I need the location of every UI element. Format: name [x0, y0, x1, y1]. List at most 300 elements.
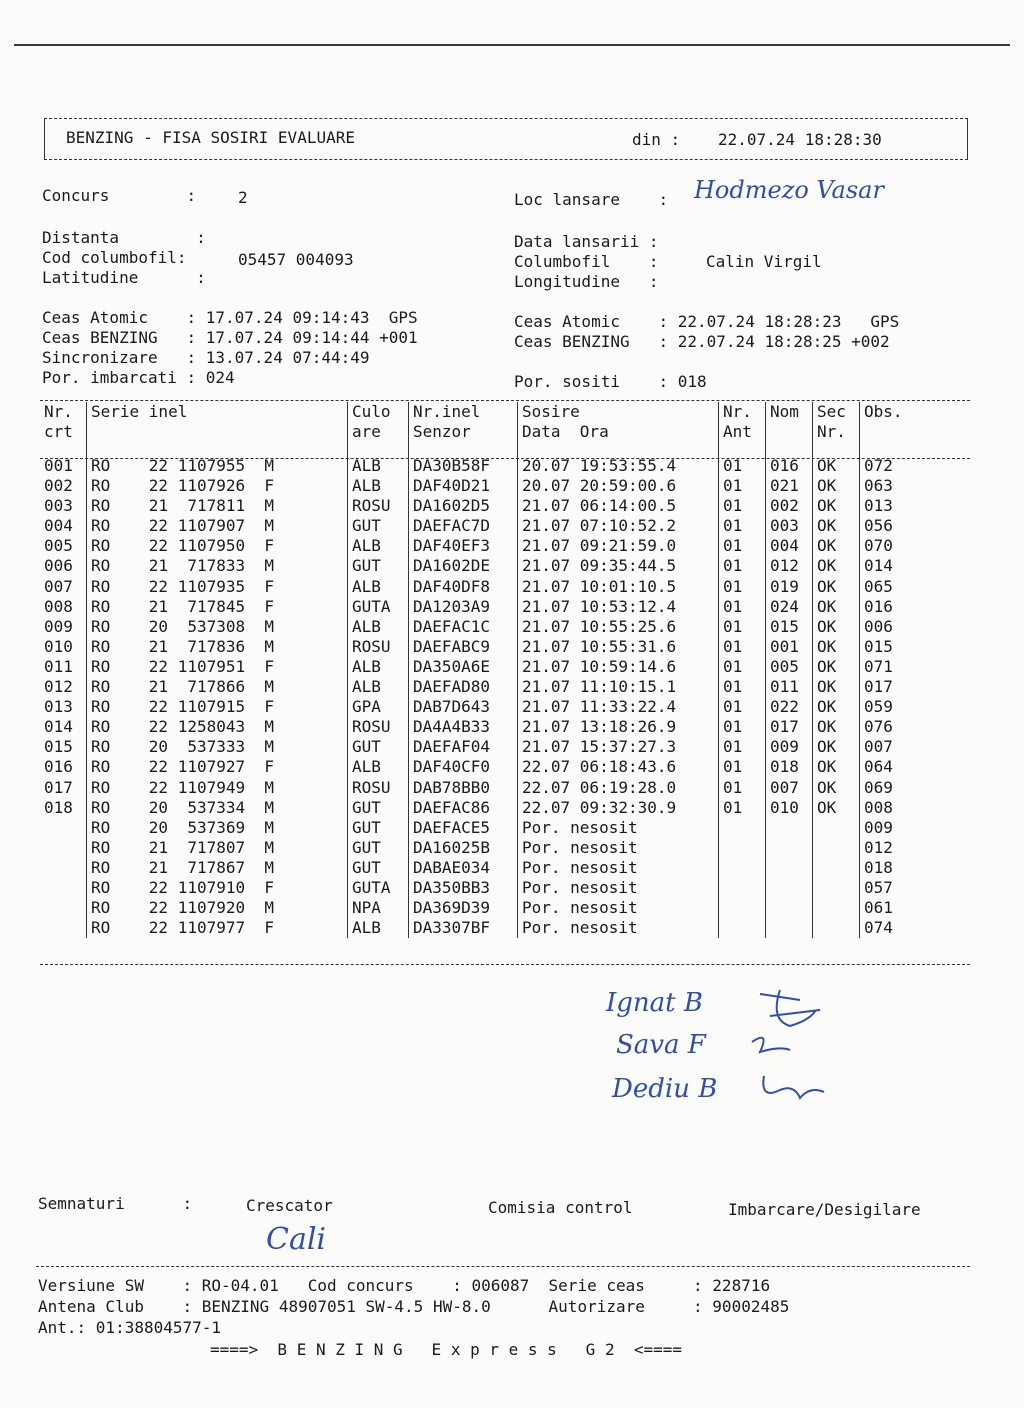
- cell-inel: DAEFAC7D: [409, 516, 518, 536]
- col-sosire-sub: Data Ora: [518, 422, 719, 442]
- table-row: [40, 798, 948, 818]
- cell-sos: 21.07 06:14:00.5: [518, 496, 719, 516]
- cell-nr: [40, 838, 87, 858]
- cell-cul: ALB: [348, 476, 409, 496]
- cell-cul: ROSU: [348, 496, 409, 516]
- cell-nom: [766, 858, 813, 878]
- cell-sec: OK: [813, 597, 860, 617]
- loc-lansare-label: Loc lansare :: [514, 190, 669, 209]
- col-culoare-sub: are: [348, 422, 409, 442]
- cell-nom: 018: [766, 757, 813, 777]
- cell-nom: 024: [766, 597, 813, 617]
- cell-obs: 015: [860, 637, 949, 657]
- cell-nom: 007: [766, 778, 813, 798]
- cell-obs: 012: [860, 838, 949, 858]
- cell-inel: DAEFAF04: [409, 737, 518, 757]
- table-row: [40, 597, 948, 617]
- cell-sos: 21.07 10:01:10.5: [518, 577, 719, 597]
- cell-nom: [766, 918, 813, 938]
- sincronizare: Sincronizare : 13.07.24 07:44:49: [42, 348, 370, 367]
- cell-nr: 012: [44, 677, 73, 697]
- cell-cul: GUTA: [348, 878, 409, 898]
- cell-sec: OK: [813, 496, 860, 516]
- cell-nr: 018: [44, 797, 73, 817]
- cell-inel: DA3307BF: [409, 918, 518, 938]
- cell-ant: [719, 898, 766, 918]
- cell-serie: RO 22 1107926 F: [87, 476, 348, 496]
- table-row: [40, 496, 948, 516]
- cell-cul: GPA: [348, 697, 409, 717]
- cell-serie: RO 21 717845 F: [87, 597, 348, 617]
- cell-sec: [813, 858, 860, 878]
- col-nr: Nr.: [44, 402, 73, 421]
- cell-sec: [813, 838, 860, 858]
- col-serie: Serie inel: [87, 402, 348, 422]
- cell-cul: ROSU: [348, 717, 409, 737]
- cell-obs: 018: [860, 858, 949, 878]
- cell-sec: OK: [813, 637, 860, 657]
- cell-sec: [813, 898, 860, 918]
- cell-ant: [719, 858, 766, 878]
- cell-sec: [813, 918, 860, 938]
- col-obs: Obs.: [860, 402, 949, 422]
- cell-nom: 019: [766, 577, 813, 597]
- table-row: [40, 717, 948, 737]
- crescator-signature: Cali: [266, 1222, 327, 1257]
- cell-nom: 017: [766, 717, 813, 737]
- table-row: [40, 516, 948, 536]
- cell-sos: 21.07 15:37:27.3: [518, 737, 719, 757]
- cell-sec: OK: [813, 617, 860, 637]
- columbofil-value: Calin Virgil: [706, 252, 822, 271]
- cell-cul: GUT: [348, 838, 409, 858]
- cell-inel: DAF40DF8: [409, 577, 518, 597]
- cell-sos: 21.07 10:55:25.6: [518, 617, 719, 637]
- cell-ant: [719, 878, 766, 898]
- cell-inel: DA350BB3: [409, 878, 518, 898]
- table-row: [40, 556, 948, 576]
- cell-inel: DAEFAC1C: [409, 617, 518, 637]
- cell-sos: 21.07 09:21:59.0: [518, 536, 719, 556]
- cell-cul: ROSU: [348, 637, 409, 657]
- cell-sos: 21.07 10:59:14.6: [518, 657, 719, 677]
- cell-nr: 011: [44, 656, 73, 676]
- cell-obs: 064: [860, 757, 949, 777]
- cell-sos: Por. nesosit: [518, 918, 719, 938]
- columbofil-label: Columbofil :: [514, 252, 659, 271]
- table-row: [40, 838, 948, 858]
- cell-nr: 013: [44, 697, 73, 717]
- cell-sec: [813, 878, 860, 898]
- cell-serie: RO 20 537308 M: [87, 617, 348, 637]
- col-sosire: Sosire: [518, 402, 719, 422]
- cell-sec: OK: [813, 737, 860, 757]
- cell-inel: DAF40D21: [409, 476, 518, 496]
- cell-nom: 022: [766, 697, 813, 717]
- table-row: [40, 818, 948, 838]
- cell-nom: [766, 878, 813, 898]
- cell-nom: 011: [766, 677, 813, 697]
- cell-inel: DA30B58F: [409, 456, 518, 476]
- cell-serie: RO 21 717833 M: [87, 556, 348, 576]
- cell-ant: 01: [719, 516, 766, 536]
- cell-sos: 21.07 09:35:44.5: [518, 556, 719, 576]
- cell-nr: 006: [44, 556, 73, 576]
- cell-serie: RO 22 1107907 M: [87, 516, 348, 536]
- cell-inel: DAB7D643: [409, 697, 518, 717]
- cell-nom: 016: [766, 456, 813, 476]
- cell-nom: 002: [766, 496, 813, 516]
- cell-ant: 01: [719, 778, 766, 798]
- cod-columbofil-value: 05457 004093: [238, 250, 354, 269]
- ceas-benzing-end: Ceas BENZING : 22.07.24 18:28:25 +002: [514, 332, 890, 351]
- cell-nr: [40, 898, 87, 918]
- handwritten-note-2: Sava F: [616, 1030, 706, 1060]
- cell-serie: RO 21 717807 M: [87, 838, 348, 858]
- cell-obs: 009: [860, 818, 949, 838]
- handwritten-note-3: Dediu B: [612, 1074, 718, 1104]
- cell-nom: 003: [766, 516, 813, 536]
- cell-cul: ALB: [348, 677, 409, 697]
- concurs-label: Concurs :: [42, 186, 197, 205]
- table-row: [40, 898, 948, 918]
- cell-ant: 01: [719, 657, 766, 677]
- cell-nom: 005: [766, 657, 813, 677]
- cell-obs: 069: [860, 778, 949, 798]
- cell-sos: 21.07 10:53:12.4: [518, 597, 719, 617]
- cell-nr: [40, 878, 87, 898]
- cell-sos: 20.07 19:53:55.4: [518, 456, 719, 476]
- table-row: [40, 737, 948, 757]
- cell-cul: NPA: [348, 898, 409, 918]
- cell-serie: RO 22 1107915 F: [87, 697, 348, 717]
- cell-nr: [40, 858, 87, 878]
- cell-obs: 074: [860, 918, 949, 938]
- cell-serie: RO 22 1107955 M: [87, 456, 348, 476]
- cell-serie: RO 21 717811 M: [87, 496, 348, 516]
- cell-serie: RO 22 1107927 F: [87, 757, 348, 777]
- col-nom: Nom: [766, 402, 813, 422]
- cell-obs: 061: [860, 898, 949, 918]
- cell-sos: Por. nesosit: [518, 818, 719, 838]
- cell-nom: [766, 818, 813, 838]
- cell-sec: OK: [813, 657, 860, 677]
- cell-sec: OK: [813, 697, 860, 717]
- table-row: [40, 577, 948, 597]
- table-row: [40, 476, 948, 496]
- cell-obs: 070: [860, 536, 949, 556]
- cell-sec: OK: [813, 476, 860, 496]
- cell-nr: 008: [44, 596, 73, 616]
- col-sec-sub: Nr.: [813, 422, 860, 442]
- handwritten-note-1: Ignat B: [606, 988, 703, 1018]
- cell-cul: ROSU: [348, 778, 409, 798]
- cod-columbofil-label: Cod columbofil:: [42, 248, 187, 267]
- cell-serie: RO 21 717866 M: [87, 677, 348, 697]
- table-row: [40, 637, 948, 657]
- cell-nom: 012: [766, 556, 813, 576]
- cell-nr: [40, 918, 87, 938]
- col-obs-sub: [860, 422, 949, 442]
- cell-inel: DAF40CF0: [409, 757, 518, 777]
- cell-sec: OK: [813, 516, 860, 536]
- cell-cul: ALB: [348, 577, 409, 597]
- cell-nom: [766, 898, 813, 918]
- cell-ant: [719, 838, 766, 858]
- col-serie-sub: [87, 422, 348, 442]
- distanta-label: Distanta :: [42, 228, 206, 247]
- footer-rule: [36, 1266, 970, 1267]
- cell-obs: 072: [860, 456, 949, 476]
- cell-obs: 013: [860, 496, 949, 516]
- cell-sos: 21.07 10:55:31.6: [518, 637, 719, 657]
- cell-serie: RO 22 1107920 M: [87, 898, 348, 918]
- cell-ant: 01: [719, 476, 766, 496]
- table-bottom-rule: [40, 964, 970, 965]
- table-row: [40, 858, 948, 878]
- cell-sec: [813, 818, 860, 838]
- por-sositi: Por. sositi : 018: [514, 372, 707, 391]
- footer-antena: Antena Club : BENZING 48907051 SW-4.5 HW-8.0 Autorizare : 90002485: [38, 1297, 790, 1316]
- cell-inel: DAEFACE5: [409, 818, 518, 838]
- cell-nr: 004: [44, 516, 73, 536]
- cell-nom: 004: [766, 536, 813, 556]
- cell-serie: RO 22 1107977 F: [87, 918, 348, 938]
- table-header-row-2: [40, 422, 948, 442]
- cell-inel: DA16025B: [409, 838, 518, 858]
- cell-sos: 22.07 09:32:30.9: [518, 798, 719, 818]
- cell-nom: 010: [766, 798, 813, 818]
- cell-obs: 071: [860, 657, 949, 677]
- din-value: 22.07.24 18:28:30: [718, 130, 882, 149]
- cell-serie: RO 21 717836 M: [87, 637, 348, 657]
- cell-nr: 003: [44, 496, 73, 516]
- cell-sos: Por. nesosit: [518, 838, 719, 858]
- table-header-row-1: [40, 402, 948, 422]
- cell-obs: 065: [860, 577, 949, 597]
- ceas-atomic-end: Ceas Atomic : 22.07.24 18:28:23 GPS: [514, 312, 900, 331]
- cell-inel: DAEFAC86: [409, 798, 518, 818]
- cell-obs: 059: [860, 697, 949, 717]
- cell-cul: ALB: [348, 657, 409, 677]
- cell-cul: ALB: [348, 536, 409, 556]
- table-row: [40, 617, 948, 637]
- cell-serie: RO 22 1258043 M: [87, 717, 348, 737]
- cell-cul: GUT: [348, 737, 409, 757]
- cell-sec: OK: [813, 778, 860, 798]
- table-row: [40, 778, 948, 798]
- cell-inel: DAF40EF3: [409, 536, 518, 556]
- cell-serie: RO 20 537334 M: [87, 798, 348, 818]
- cell-nr: 005: [44, 536, 73, 556]
- cell-sec: OK: [813, 456, 860, 476]
- ceas-benzing-start: Ceas BENZING : 17.07.24 09:14:44 +001: [42, 328, 418, 347]
- cell-inel: DA4A4B33: [409, 717, 518, 737]
- cell-sos: Por. nesosit: [518, 898, 719, 918]
- cell-serie: RO 22 1107949 M: [87, 778, 348, 798]
- cell-ant: 01: [719, 677, 766, 697]
- cell-cul: ALB: [348, 918, 409, 938]
- cell-nom: [766, 838, 813, 858]
- cell-cul: ALB: [348, 617, 409, 637]
- table-row: [40, 536, 948, 556]
- cell-ant: 01: [719, 496, 766, 516]
- latitudine-label: Latitudine :: [42, 268, 206, 287]
- cell-nr: 014: [44, 717, 73, 737]
- por-imbarcati: Por. imbarcati : 024: [42, 368, 235, 387]
- cell-serie: RO 22 1107950 F: [87, 536, 348, 556]
- cell-cul: GUT: [348, 858, 409, 878]
- cell-sec: OK: [813, 536, 860, 556]
- cell-nr: 016: [44, 757, 73, 777]
- cell-ant: 01: [719, 798, 766, 818]
- cell-inel: DA369D39: [409, 898, 518, 918]
- cell-inel: DAB78BB0: [409, 778, 518, 798]
- cell-serie: RO 21 717867 M: [87, 858, 348, 878]
- cell-ant: [719, 818, 766, 838]
- cell-obs: 063: [860, 476, 949, 496]
- cell-inel: DAEFAD80: [409, 677, 518, 697]
- cell-nr: 001: [44, 456, 73, 475]
- cell-nr: 007: [44, 576, 73, 596]
- cell-sos: 21.07 11:33:22.4: [518, 697, 719, 717]
- cell-ant: [719, 918, 766, 938]
- col-inel: Nr.inel: [409, 402, 518, 422]
- cell-serie: RO 22 1107910 F: [87, 878, 348, 898]
- col-ant: Nr.: [719, 402, 766, 422]
- cell-sos: 22.07 06:19:28.0: [518, 778, 719, 798]
- cell-sos: Por. nesosit: [518, 858, 719, 878]
- table-row: [40, 677, 948, 697]
- footer-versiune: Versiune SW : RO-04.01 Cod concurs : 006087 Serie ceas : 228716: [38, 1276, 771, 1295]
- table-row: [40, 697, 948, 717]
- cell-obs: 007: [860, 737, 949, 757]
- cell-nr: 015: [44, 737, 73, 757]
- cell-obs: 017: [860, 677, 949, 697]
- cell-ant: 01: [719, 556, 766, 576]
- table-row: [40, 657, 948, 677]
- cell-ant: 01: [719, 757, 766, 777]
- longitudine-label: Longitudine :: [514, 272, 659, 291]
- cell-sos: Por. nesosit: [518, 878, 719, 898]
- cell-sos: 21.07 13:18:26.9: [518, 717, 719, 737]
- cell-obs: 016: [860, 597, 949, 617]
- cell-obs: 076: [860, 717, 949, 737]
- cell-cul: ALB: [348, 456, 409, 476]
- cell-ant: 01: [719, 737, 766, 757]
- cell-sec: OK: [813, 798, 860, 818]
- cell-sos: 22.07 06:18:43.6: [518, 757, 719, 777]
- cell-nom: 021: [766, 476, 813, 496]
- semnaturi-label: Semnaturi :: [38, 1194, 193, 1213]
- table-row: [40, 456, 948, 476]
- cell-nr: 009: [44, 616, 73, 636]
- cell-inel: DA1602DE: [409, 556, 518, 576]
- cell-cul: GUT: [348, 516, 409, 536]
- loc-lansare-handwritten: Hodmezo Vasar: [694, 176, 884, 204]
- cell-cul: GUTA: [348, 597, 409, 617]
- col-ant-sub: Ant: [719, 422, 766, 442]
- cell-sos: 21.07 11:10:15.1: [518, 677, 719, 697]
- din-label: din :: [632, 130, 681, 149]
- footer-express: ====> B E N Z I N G E x p r e s s G 2 <====: [210, 1340, 683, 1359]
- cell-obs: 056: [860, 516, 949, 536]
- cell-ant: 01: [719, 577, 766, 597]
- cell-inel: DA350A6E: [409, 657, 518, 677]
- cell-cul: GUT: [348, 798, 409, 818]
- cell-nom: 015: [766, 617, 813, 637]
- cell-cul: ALB: [348, 757, 409, 777]
- cell-obs: 014: [860, 556, 949, 576]
- cell-inel: DA1203A9: [409, 597, 518, 617]
- cell-ant: 01: [719, 717, 766, 737]
- cell-sec: OK: [813, 757, 860, 777]
- cell-nr: 017: [44, 777, 73, 797]
- footer-ant: Ant.: 01:38804577-1: [38, 1318, 222, 1337]
- concurs-value: 2: [238, 188, 248, 207]
- cell-inel: DABAE034: [409, 858, 518, 878]
- arrivals-table: [40, 402, 948, 938]
- top-rule: [14, 44, 1010, 46]
- col-nr-sub: crt: [44, 422, 73, 441]
- cell-ant: 01: [719, 637, 766, 657]
- cell-serie: RO 22 1107951 F: [87, 657, 348, 677]
- cell-nr: [40, 818, 87, 838]
- table-row: [40, 918, 948, 938]
- ceas-atomic-start: Ceas Atomic : 17.07.24 09:14:43 GPS: [42, 308, 418, 327]
- col-nom-sub: [766, 422, 813, 442]
- cell-sos: 21.07 07:10:52.2: [518, 516, 719, 536]
- cell-nom: 001: [766, 637, 813, 657]
- cell-obs: 057: [860, 878, 949, 898]
- cell-obs: 008: [860, 798, 949, 818]
- cell-nr: 002: [44, 476, 73, 496]
- cell-ant: 01: [719, 456, 766, 476]
- document-title: BENZING - FISA SOSIRI EVALUARE: [66, 128, 355, 147]
- cell-sos: 20.07 20:59:00.6: [518, 476, 719, 496]
- cell-serie: RO 20 537333 M: [87, 737, 348, 757]
- cell-obs: 006: [860, 617, 949, 637]
- cell-cul: GUT: [348, 556, 409, 576]
- cell-ant: 01: [719, 597, 766, 617]
- cell-nr: 010: [44, 636, 73, 656]
- table-row: [40, 878, 948, 898]
- col-inel-sub: Senzor: [409, 422, 518, 442]
- col-sec: Sec: [813, 402, 860, 422]
- cell-serie: RO 22 1107935 F: [87, 577, 348, 597]
- cell-sec: OK: [813, 677, 860, 697]
- cell-inel: DAEFABC9: [409, 637, 518, 657]
- cell-ant: 01: [719, 617, 766, 637]
- cell-ant: 01: [719, 697, 766, 717]
- table-row: [40, 757, 948, 777]
- cell-ant: 01: [719, 536, 766, 556]
- cell-sec: OK: [813, 717, 860, 737]
- col-culoare: Culo: [348, 402, 409, 422]
- cell-cul: GUT: [348, 818, 409, 838]
- cell-sec: OK: [813, 577, 860, 597]
- data-lansarii-label: Data lansarii :: [514, 232, 659, 251]
- table-top-rule: [40, 400, 970, 401]
- cell-nom: 009: [766, 737, 813, 757]
- imbarcare-label: Imbarcare/Desigilare: [728, 1200, 921, 1219]
- comisia-label: Comisia control: [488, 1198, 633, 1217]
- cell-serie: RO 20 537369 M: [87, 818, 348, 838]
- crescator-label: Crescator: [246, 1196, 333, 1215]
- handwritten-initials: [740, 980, 850, 1120]
- cell-inel: DA1602D5: [409, 496, 518, 516]
- cell-sec: OK: [813, 556, 860, 576]
